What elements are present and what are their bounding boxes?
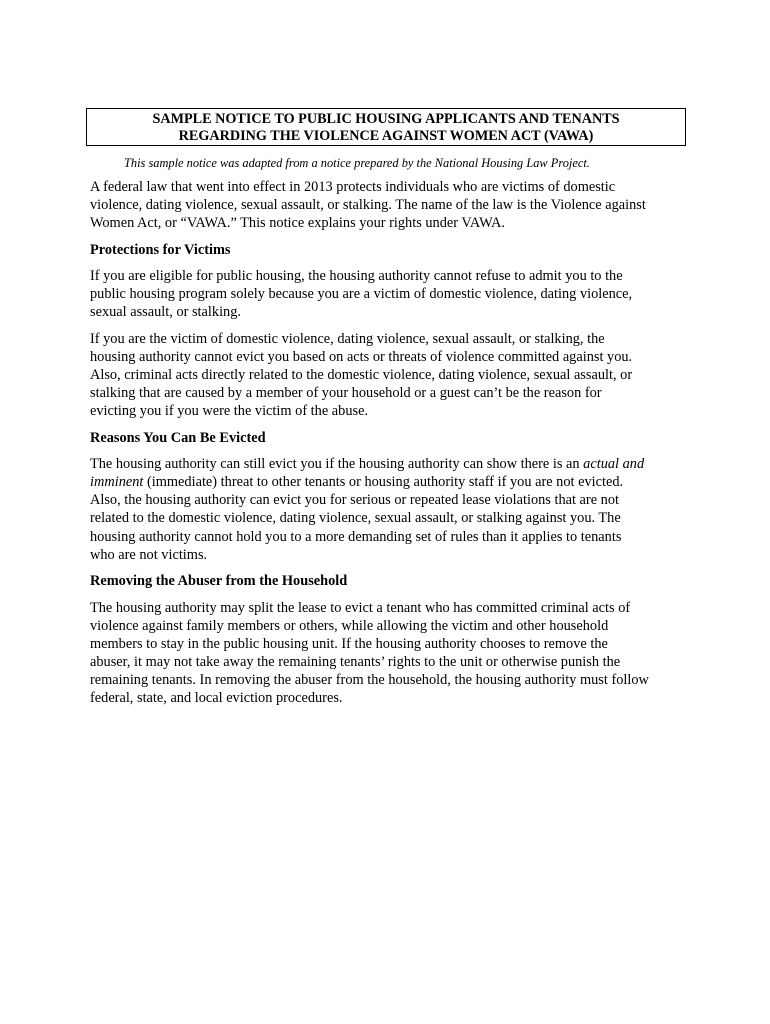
text-line [90,455,686,473]
section-heading-removing: Removing the Abuser from the Household [90,573,348,590]
text-line: who are not victims. [90,546,208,563]
section-heading-reasons: Reasons You Can Be Evicted [90,429,266,446]
document-body [90,178,686,716]
text-line: members to stay in the public housing unit. If the housing authority chooses to remove the [90,635,608,652]
text-line: stalking that are caused by a member of your household or a guest can’t be the reason for [90,385,602,402]
text-segment: (immediate) threat to other tenants or housing authority staff if you are not evicted. [143,474,624,491]
protections-paragraph-2 [90,330,686,420]
text-line [90,473,686,491]
emphasis-text: actual and [583,456,645,473]
text-line: sexual assault, or stalking. [90,304,241,321]
notice-title-box [86,108,686,146]
text-line: The housing authority may split the lease to evict a tenant who has committed criminal acts of [90,599,631,616]
text-line: related to the domestic violence, dating violence, sexual assault, or stalking against you. The [90,510,621,527]
text-line: housing authority cannot hold you to a more demanding set of rules than it applies to tenants [90,528,622,545]
text-line: Women Act, or “VAWA.” This notice explains your rights under VAWA. [90,215,505,232]
text-segment: The housing authority can still evict you if the housing authority can show there is an [90,456,584,473]
text-line: federal, state, and local eviction procedures. [90,690,343,707]
notice-title-line-1: SAMPLE NOTICE TO PUBLIC HOUSING APPLICANTS AND TENANTS [152,111,620,127]
intro-paragraph [90,178,686,232]
text-line: public housing program solely because you are a victim of domestic violence, dating violence, [90,286,633,303]
text-line: A federal law that went into effect in 2013 protects individuals who are victims of domestic [90,179,616,195]
text-line: Also, criminal acts directly related to the domestic violence, dating violence, sexual assault, or [90,367,633,384]
text-line: housing authority cannot evict you based on acts or threats of violence committed against you. [90,348,633,365]
text-line: Also, the housing authority can evict you for serious or repeated lease violations that are not [90,492,619,509]
text-line: violence, dating violence, sexual assault, or stalking. The name of the law is the Violence against [90,197,646,214]
text-line: If you are eligible for public housing, the housing authority cannot refuse to admit you to the [90,268,623,285]
removing-paragraph [90,599,686,708]
notice-title-line-2: REGARDING THE VIOLENCE AGAINST WOMEN ACT (VAWA) [178,128,594,144]
protections-paragraph-1 [90,267,686,321]
text-line: If you are the victim of domestic violence, dating violence, sexual assault, or stalking, the [90,330,605,347]
reasons-paragraph [90,455,686,564]
text-line: remaining tenants. In removing the abuser from the household, the housing authority must follow [90,671,649,688]
section-heading-protections: Protections for Victims [90,241,231,258]
text-line: violence against family members or others, while allowing the victim and other household [90,617,609,634]
adapted-note: This sample notice was adapted from a notice prepared by the National Housing Law Project. [124,156,590,170]
emphasis-text: imminent [90,474,144,491]
text-line: abuser, it may not take away the remaining tenants’ rights to the unit or otherwise punish the [90,653,621,670]
text-line: evicting you if you were the victim of the abuse. [90,403,369,420]
